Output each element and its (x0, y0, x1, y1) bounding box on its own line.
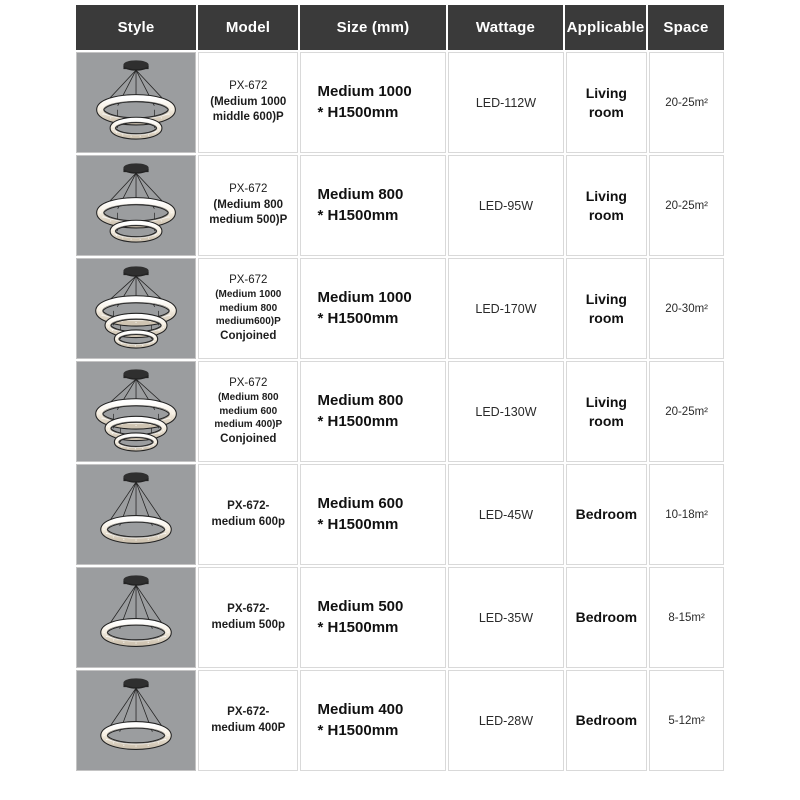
size-line-2: * H1500mm (317, 103, 399, 121)
model-line: medium 600 (219, 405, 278, 417)
size-line-1: Medium 1000 (317, 83, 412, 101)
applicable-line-1: Living (585, 394, 627, 411)
cell-size (300, 670, 446, 771)
product-image-chandelier-1-ring (76, 464, 196, 565)
model-line: (Medium 1000 (210, 95, 287, 108)
applicable-line-1: Living (585, 291, 627, 308)
cell-wattage: LED-35W (448, 567, 563, 668)
cell-size (300, 52, 446, 153)
product-spec-table (76, 5, 724, 771)
product-image-chandelier-1-ring (76, 567, 196, 668)
table-row (76, 361, 724, 462)
cell-size (300, 567, 446, 668)
cell-model (198, 52, 298, 153)
cell-applicable (566, 567, 648, 668)
cell-space: 5-12m² (649, 670, 724, 771)
cell-space: 10-18m² (649, 464, 724, 565)
product-image-chandelier-3-ring-tiered (76, 258, 196, 359)
applicable-line-1: Bedroom (575, 609, 638, 626)
size-line-1: Medium 600 (317, 495, 404, 513)
model-line: medium 400)P (214, 419, 283, 431)
table-row (76, 464, 724, 565)
cell-model (198, 155, 298, 256)
applicable-line-2: room (588, 412, 624, 429)
cell-size (300, 258, 446, 359)
size-line-2: * H1500mm (317, 721, 399, 739)
size-line-2: * H1500mm (317, 412, 399, 430)
cell-wattage: LED-45W (448, 464, 563, 565)
cell-space: 8-15m² (649, 567, 724, 668)
model-line: PX-672 (229, 80, 268, 93)
column-header-model: Model (198, 5, 300, 50)
model-line: (Medium 800 (213, 198, 284, 211)
cell-space: 20-30m² (649, 258, 724, 359)
cell-model (198, 258, 298, 359)
cell-model (198, 567, 298, 668)
model-line: medium 500)P (209, 214, 288, 227)
size-line-1: Medium 800 (317, 392, 404, 410)
cell-size (300, 464, 446, 565)
model-line: PX-672 (229, 273, 268, 286)
model-line: PX-672- (227, 602, 270, 615)
cell-applicable (566, 155, 648, 256)
model-line: PX-672- (227, 705, 270, 718)
model-line: (Medium 1000 (215, 289, 282, 301)
applicable-line-1: Bedroom (575, 506, 638, 523)
applicable-line-2: room (588, 206, 624, 223)
cell-space: 20-25m² (649, 361, 724, 462)
cell-model (198, 670, 298, 771)
column-header-style: Style (76, 5, 198, 50)
model-line: medium 600p (211, 515, 286, 528)
model-line: medium 500p (211, 618, 286, 631)
table-row (76, 567, 724, 668)
column-header-wattage: Wattage (448, 5, 565, 50)
cell-space: 20-25m² (649, 155, 724, 256)
applicable-line-1: Living (585, 85, 627, 102)
model-line: (Medium 800 (217, 392, 279, 404)
column-header-size: Size (mm) (300, 5, 448, 50)
table-row (76, 155, 724, 256)
cell-model (198, 464, 298, 565)
applicable-line-2: room (588, 103, 624, 120)
cell-model (198, 361, 298, 462)
size-line-1: Medium 1000 (317, 289, 412, 307)
cell-size (300, 155, 446, 256)
model-line: PX-672- (227, 499, 270, 512)
product-image-chandelier-2-ring-offset (76, 52, 196, 153)
table-row (76, 670, 724, 771)
cell-size (300, 361, 446, 462)
product-image-chandelier-2-ring-offset (76, 155, 196, 256)
model-line: PX-672 (229, 376, 268, 389)
table-body (76, 52, 724, 771)
table-header-row (76, 5, 724, 50)
model-line: middle 600)P (212, 111, 284, 124)
table-row (76, 52, 724, 153)
applicable-line-1: Living (585, 188, 627, 205)
cell-wattage: LED-95W (448, 155, 563, 256)
cell-applicable (566, 52, 648, 153)
size-line-1: Medium 400 (317, 701, 404, 719)
cell-space: 20-25m² (649, 52, 724, 153)
cell-wattage: LED-170W (448, 258, 563, 359)
size-line-2: * H1500mm (317, 309, 399, 327)
model-line: medium 800 (219, 302, 278, 314)
table-row (76, 258, 724, 359)
column-header-applicable: Applicable (565, 5, 648, 50)
model-line: medium600)P (215, 316, 281, 328)
model-line: medium 400P (211, 721, 286, 734)
cell-wattage: LED-112W (448, 52, 563, 153)
cell-applicable (566, 361, 648, 462)
cell-applicable (566, 464, 648, 565)
applicable-line-1: Bedroom (575, 712, 638, 729)
cell-wattage: LED-130W (448, 361, 563, 462)
applicable-line-2: room (588, 309, 624, 326)
model-line: PX-672 (229, 183, 268, 196)
size-line-2: * H1500mm (317, 515, 399, 533)
model-line: Conjoined (220, 432, 277, 445)
size-line-1: Medium 800 (317, 186, 404, 204)
cell-wattage: LED-28W (448, 670, 563, 771)
size-line-2: * H1500mm (317, 206, 399, 224)
product-image-chandelier-3-ring-tiered (76, 361, 196, 462)
column-header-space: Space (663, 19, 709, 36)
model-line: Conjoined (220, 329, 277, 342)
size-line-2: * H1500mm (317, 618, 399, 636)
product-image-chandelier-1-ring (76, 670, 196, 771)
cell-applicable (566, 258, 648, 359)
size-line-1: Medium 500 (317, 598, 404, 616)
cell-applicable (566, 670, 648, 771)
